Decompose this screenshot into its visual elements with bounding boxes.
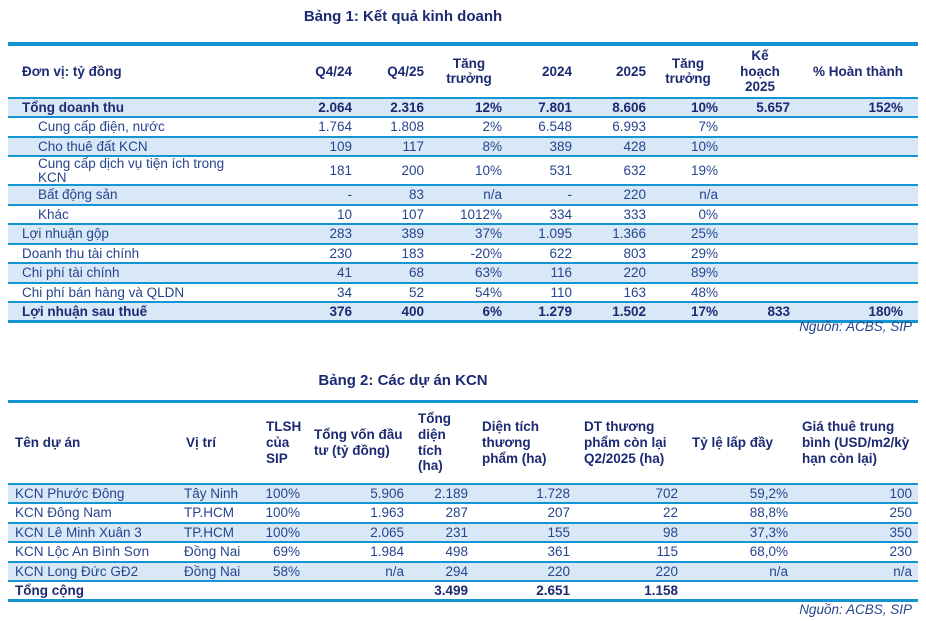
data-cell: 622 xyxy=(508,244,578,264)
data-cell: 287 xyxy=(410,503,474,523)
data-cell: 22 xyxy=(576,503,684,523)
data-cell: 428 xyxy=(578,137,652,157)
row-label: Cho thuê đất KCN xyxy=(8,137,258,157)
row-label: Bất động sản xyxy=(8,185,258,205)
data-cell xyxy=(724,244,796,264)
data-cell: 531 xyxy=(508,156,578,185)
data-cell: 230 xyxy=(258,244,358,264)
data-cell: 1.158 xyxy=(576,581,684,601)
row-label: KCN Lê Minh Xuân 3 xyxy=(8,523,178,543)
data-cell: 334 xyxy=(508,205,578,225)
table-row xyxy=(8,581,918,601)
data-cell: 116 xyxy=(508,263,578,283)
data-cell: 498 xyxy=(410,542,474,562)
data-cell xyxy=(724,117,796,137)
table-row xyxy=(8,503,918,523)
data-cell xyxy=(724,224,796,244)
data-cell xyxy=(724,185,796,205)
table1-header-cell: % Hoàn thành xyxy=(796,44,918,98)
table2-header-cell: Vị trí xyxy=(178,402,258,484)
data-cell: 7% xyxy=(652,117,724,137)
data-cell: 6.548 xyxy=(508,117,578,137)
kcn-projects-table xyxy=(8,400,918,602)
data-cell: n/a xyxy=(794,562,918,582)
row-label: Tổng doanh thu xyxy=(8,98,258,118)
table2-header-cell: DT thương phẩm còn lại Q2/2025 (ha) xyxy=(576,402,684,484)
data-cell: 2.065 xyxy=(306,523,410,543)
table1-header-cell: 2025 xyxy=(578,44,652,98)
data-cell: 98 xyxy=(576,523,684,543)
data-cell: 231 xyxy=(410,523,474,543)
row-label: Cung cấp dịch vụ tiện ích trong KCN xyxy=(8,156,258,185)
data-cell: 58% xyxy=(258,562,306,582)
data-cell: 1.279 xyxy=(508,302,578,322)
table-row xyxy=(8,302,918,322)
table2-head-row xyxy=(8,402,918,484)
data-cell: 69% xyxy=(258,542,306,562)
data-cell: 17% xyxy=(652,302,724,322)
data-cell: 68 xyxy=(358,263,430,283)
data-cell: 1.808 xyxy=(358,117,430,137)
data-cell: 283 xyxy=(258,224,358,244)
table-row xyxy=(8,156,918,185)
table-row xyxy=(8,484,918,504)
data-cell: 2.189 xyxy=(410,484,474,504)
data-cell xyxy=(794,581,918,601)
data-cell xyxy=(796,205,918,225)
data-cell: 220 xyxy=(474,562,576,582)
table2-header-cell: Tỷ lệ lấp đầy xyxy=(684,402,794,484)
table1-source-note: Nguồn: ACBS, SIP xyxy=(799,319,912,334)
data-cell: 83 xyxy=(358,185,430,205)
table-row xyxy=(8,244,918,264)
table-row xyxy=(8,117,918,137)
data-cell: 1.764 xyxy=(258,117,358,137)
data-cell: n/a xyxy=(306,562,410,582)
data-cell: 155 xyxy=(474,523,576,543)
data-cell: 8% xyxy=(430,137,508,157)
table2-source-note: Nguồn: ACBS, SIP xyxy=(799,602,912,617)
data-cell: 220 xyxy=(576,562,684,582)
data-cell: 1.728 xyxy=(474,484,576,504)
data-cell: 3.499 xyxy=(410,581,474,601)
data-cell: 6.993 xyxy=(578,117,652,137)
row-label: KCN Đông Nam xyxy=(8,503,178,523)
data-cell: 10% xyxy=(652,98,724,118)
table1-header-cell: Tăng trưởng xyxy=(652,44,724,98)
data-cell xyxy=(258,581,306,601)
data-cell: 361 xyxy=(474,542,576,562)
data-cell: 5.906 xyxy=(306,484,410,504)
data-cell: 250 xyxy=(794,503,918,523)
data-cell: 180% xyxy=(796,302,918,322)
data-cell: 100 xyxy=(794,484,918,504)
data-cell: TP.HCM xyxy=(178,503,258,523)
data-cell: 2.651 xyxy=(474,581,576,601)
data-cell: 2.064 xyxy=(258,98,358,118)
data-cell: 52 xyxy=(358,283,430,303)
data-cell: 8.606 xyxy=(578,98,652,118)
data-cell: 0% xyxy=(652,205,724,225)
data-cell: 107 xyxy=(358,205,430,225)
data-cell: 7.801 xyxy=(508,98,578,118)
data-cell: 1.963 xyxy=(306,503,410,523)
table2-header-cell: Tổng vốn đầu tư (tỷ đồng) xyxy=(306,402,410,484)
data-cell: -20% xyxy=(430,244,508,264)
row-label: Chi phí bán hàng và QLDN xyxy=(8,283,258,303)
table-row xyxy=(8,523,918,543)
table1-header-cell: 2024 xyxy=(508,44,578,98)
data-cell: Đồng Nai xyxy=(178,562,258,582)
data-cell: 200 xyxy=(358,156,430,185)
table-row xyxy=(8,224,918,244)
data-cell: 333 xyxy=(578,205,652,225)
row-label: Doanh thu tài chính xyxy=(8,244,258,264)
table1-header-cell: Đơn vị: tỷ đồng xyxy=(8,44,258,98)
data-cell: 2.316 xyxy=(358,98,430,118)
data-cell: 41 xyxy=(258,263,358,283)
data-cell: 10% xyxy=(652,137,724,157)
row-label: Khác xyxy=(8,205,258,225)
data-cell: Đồng Nai xyxy=(178,542,258,562)
data-cell xyxy=(306,581,410,601)
data-cell xyxy=(724,137,796,157)
data-cell: 117 xyxy=(358,137,430,157)
data-cell: - xyxy=(258,185,358,205)
data-cell: 6% xyxy=(430,302,508,322)
row-label: KCN Long Đức GĐ2 xyxy=(8,562,178,582)
table1-header-cell: Tăng trưởng xyxy=(430,44,508,98)
row-label: Chi phí tài chính xyxy=(8,263,258,283)
row-label: Cung cấp điện, nước xyxy=(8,117,258,137)
data-cell: 110 xyxy=(508,283,578,303)
table1-header-cell: Q4/24 xyxy=(258,44,358,98)
table-row xyxy=(8,263,918,283)
data-cell xyxy=(724,156,796,185)
data-cell xyxy=(178,581,258,601)
data-cell: 152% xyxy=(796,98,918,118)
data-cell: 5.657 xyxy=(724,98,796,118)
business-results-table xyxy=(8,42,918,323)
table-row xyxy=(8,283,918,303)
data-cell: 1012% xyxy=(430,205,508,225)
data-cell: TP.HCM xyxy=(178,523,258,543)
data-cell xyxy=(724,283,796,303)
table-row xyxy=(8,137,918,157)
data-cell: 59,2% xyxy=(684,484,794,504)
data-cell: n/a xyxy=(684,562,794,582)
row-label: KCN Phước Đông xyxy=(8,484,178,504)
table-row xyxy=(8,185,918,205)
table2-title: Bảng 2: Các dự án KCN xyxy=(318,372,488,389)
data-cell: 389 xyxy=(358,224,430,244)
table2-header-cell: TLSH của SIP xyxy=(258,402,306,484)
data-cell xyxy=(796,224,918,244)
data-cell: 1.366 xyxy=(578,224,652,244)
data-cell: 100% xyxy=(258,523,306,543)
data-cell xyxy=(796,137,918,157)
data-cell: 181 xyxy=(258,156,358,185)
data-cell: 37% xyxy=(430,224,508,244)
table1-head-row xyxy=(8,44,918,98)
data-cell xyxy=(796,263,918,283)
data-cell: 100% xyxy=(258,484,306,504)
table1-header-cell: Kế hoạch 2025 xyxy=(724,44,796,98)
data-cell: 100% xyxy=(258,503,306,523)
data-cell: 632 xyxy=(578,156,652,185)
data-cell: 10 xyxy=(258,205,358,225)
data-cell: 109 xyxy=(258,137,358,157)
data-cell: 12% xyxy=(430,98,508,118)
table-row xyxy=(8,205,918,225)
data-cell: 230 xyxy=(794,542,918,562)
data-cell xyxy=(724,263,796,283)
data-cell: 1.502 xyxy=(578,302,652,322)
data-cell: 389 xyxy=(508,137,578,157)
data-cell: 89% xyxy=(652,263,724,283)
row-label: Tổng cộng xyxy=(8,581,178,601)
table2-header-cell: Tên dự án xyxy=(8,402,178,484)
data-cell xyxy=(684,581,794,601)
row-label: KCN Lộc An Bình Sơn xyxy=(8,542,178,562)
data-cell: 207 xyxy=(474,503,576,523)
data-cell xyxy=(796,283,918,303)
data-cell: Tây Ninh xyxy=(178,484,258,504)
data-cell: 350 xyxy=(794,523,918,543)
table-row xyxy=(8,98,918,118)
data-cell: 702 xyxy=(576,484,684,504)
data-cell: n/a xyxy=(430,185,508,205)
data-cell: 183 xyxy=(358,244,430,264)
data-cell: 376 xyxy=(258,302,358,322)
data-cell xyxy=(796,117,918,137)
data-cell: 1.984 xyxy=(306,542,410,562)
data-cell: 220 xyxy=(578,263,652,283)
table-row xyxy=(8,542,918,562)
data-cell: 54% xyxy=(430,283,508,303)
data-cell: 68,0% xyxy=(684,542,794,562)
table2-header-cell: Diện tích thương phẩm (ha) xyxy=(474,402,576,484)
table1-body xyxy=(8,98,918,322)
data-cell: - xyxy=(508,185,578,205)
data-cell: 88,8% xyxy=(684,503,794,523)
data-cell: 2% xyxy=(430,117,508,137)
table1-title: Bảng 1: Kết quả kinh doanh xyxy=(303,8,503,25)
row-label: Lợi nhuận sau thuế xyxy=(8,302,258,322)
data-cell: 63% xyxy=(430,263,508,283)
data-cell: 19% xyxy=(652,156,724,185)
data-cell: 29% xyxy=(652,244,724,264)
data-cell: 34 xyxy=(258,283,358,303)
table2-header-cell: Tổng diện tích (ha) xyxy=(410,402,474,484)
data-cell: 37,3% xyxy=(684,523,794,543)
data-cell: 48% xyxy=(652,283,724,303)
data-cell xyxy=(724,205,796,225)
data-cell xyxy=(796,244,918,264)
table-row xyxy=(8,562,918,582)
table1-header-cell: Q4/25 xyxy=(358,44,430,98)
data-cell: 220 xyxy=(578,185,652,205)
data-cell: 803 xyxy=(578,244,652,264)
data-cell: 833 xyxy=(724,302,796,322)
data-cell: n/a xyxy=(652,185,724,205)
table2-body xyxy=(8,484,918,601)
data-cell: 25% xyxy=(652,224,724,244)
table2-header-cell: Giá thuê trung bình (USD/m2/kỳ hạn còn lại) xyxy=(794,402,918,484)
row-label: Lợi nhuận gộp xyxy=(8,224,258,244)
data-cell: 400 xyxy=(358,302,430,322)
data-cell: 115 xyxy=(576,542,684,562)
data-cell: 1.095 xyxy=(508,224,578,244)
data-cell xyxy=(796,156,918,185)
data-cell: 10% xyxy=(430,156,508,185)
data-cell: 163 xyxy=(578,283,652,303)
data-cell xyxy=(796,185,918,205)
data-cell: 294 xyxy=(410,562,474,582)
